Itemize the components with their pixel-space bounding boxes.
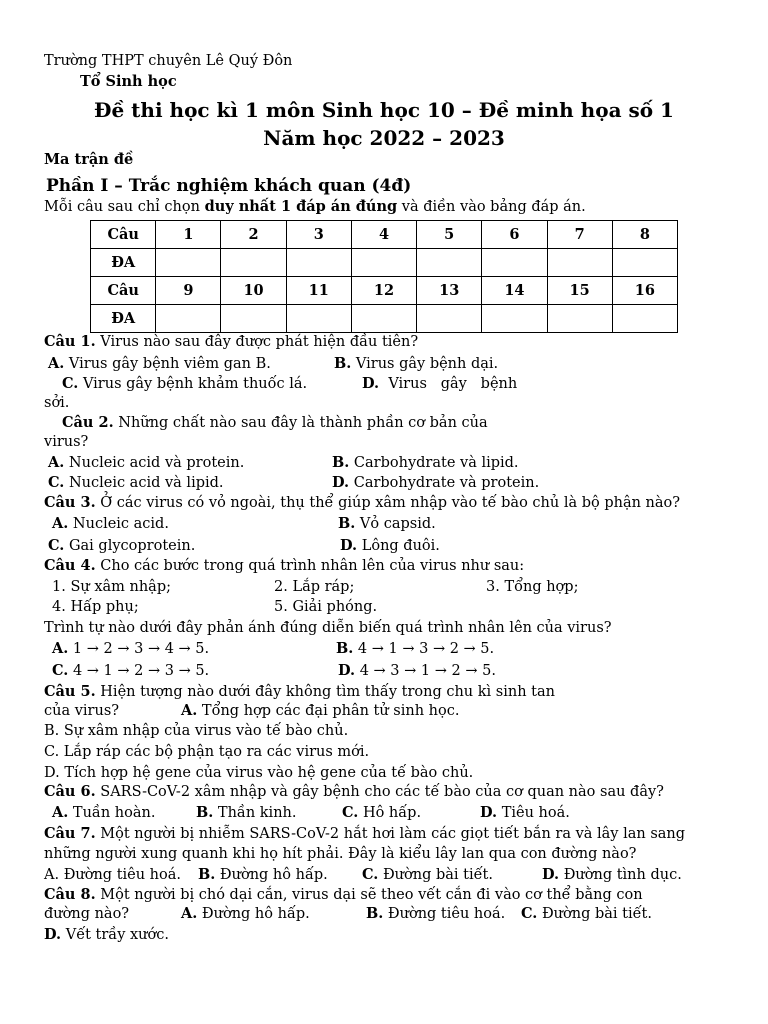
question-7-cont: những người xung quanh khi họ hít phải. Đây là kiểu lây lan qua con đường nào? (44, 846, 637, 862)
q6-option-b[interactable]: B. Thần kinh. (196, 804, 297, 821)
q7-option-d[interactable]: D. Đường tình dục. (542, 866, 682, 883)
question-5-cont: của virus? (44, 703, 120, 719)
q7-option-a[interactable]: A. Đường tiêu hoá. (44, 867, 182, 883)
q3-option-a[interactable]: A. Nucleic acid. (52, 515, 169, 532)
q2-option-c[interactable]: C. Nucleic acid và lipid. (48, 474, 224, 491)
section-heading: Phần I – Trắc nghiệm khách quan (4đ) (46, 176, 412, 196)
q1-option-b[interactable]: B. Virus gây bệnh dại. (334, 355, 499, 372)
answer-cell[interactable] (547, 249, 612, 277)
instructions: Mỗi câu sau chỉ chọn duy nhất 1 đáp án đúng và điền vào bảng đáp án. (44, 198, 586, 215)
q7-option-c[interactable]: C. Đường bài tiết. (362, 866, 493, 883)
question-number: 4 (351, 221, 416, 249)
q5-option-d[interactable]: D. Tích hợp hệ gene của virus vào hệ gene của tế bào chủ. (44, 765, 474, 781)
question-number: 11 (286, 277, 351, 305)
table-row (91, 221, 678, 249)
q2-option-a[interactable]: A. Nucleic acid và protein. (48, 454, 245, 471)
question-number: 15 (547, 277, 612, 305)
question-number: 5 (417, 221, 482, 249)
q6-option-c[interactable]: C. Hô hấp. (342, 804, 422, 821)
answer-cell[interactable] (482, 305, 547, 333)
q1-option-c[interactable]: C. Virus gây bệnh khảm thuốc lá. (62, 375, 308, 392)
question-number: 16 (612, 277, 677, 305)
q3-option-c[interactable]: C. Gai glycoprotein. (48, 537, 196, 554)
answer-cell[interactable] (286, 305, 351, 333)
answer-cell[interactable] (351, 249, 416, 277)
q5-option-a[interactable]: A. Tổng hợp các đại phân tử sinh học. (181, 702, 460, 719)
q5-option-c[interactable]: C. Lắp ráp các bộ phận tạo ra các virus mới. (44, 744, 370, 760)
school-year: Năm học 2022 – 2023 (263, 126, 505, 150)
q2-option-d[interactable]: D. Carbohydrate và protein. (332, 474, 540, 491)
question-8: Câu 8. Một người bị chó dại cắn, virus dại sẽ theo vết cắn đi vào cơ thể bằng con (44, 886, 643, 903)
question-number: 14 (482, 277, 547, 305)
question-5: Câu 5. Hiện tượng nào dưới đây không tìm thấy trong chu kì sinh tan (44, 683, 555, 700)
q4-option-a[interactable]: A. 1 → 2 → 3 → 4 → 5. (52, 640, 210, 657)
q2-option-b[interactable]: B. Carbohydrate và lipid. (332, 454, 519, 471)
question-number: 10 (221, 277, 286, 305)
q4-question: Trình tự nào dưới đây phản ánh đúng diễn biến quá trình nhân lên của virus? (44, 620, 612, 636)
row-label: ĐA (91, 305, 156, 333)
question-6: Câu 6. SARS-CoV-2 xâm nhập và gây bệnh cho các tế bào của cơ quan nào sau đây? (44, 783, 664, 800)
question-number: 7 (547, 221, 612, 249)
question-number: 8 (612, 221, 677, 249)
q4-step-3: 3. Tổng hợp; (486, 579, 579, 595)
school-name: Trường THPT chuyên Lê Quý Đôn (44, 53, 293, 69)
question-1: Câu 1. Virus nào sau đây được phát hiện đầu tiên? (44, 333, 419, 350)
q3-option-d[interactable]: D. Lông đuôi. (340, 537, 440, 554)
answer-cell[interactable] (482, 249, 547, 277)
answer-cell[interactable] (156, 305, 221, 333)
q8-option-d[interactable]: D. Vết trầy xước. (44, 926, 169, 943)
question-4: Câu 4. Cho các bước trong quá trình nhân lên của virus như sau: (44, 557, 525, 574)
q4-option-c[interactable]: C. 4 → 1 → 2 → 3 → 5. (52, 662, 210, 679)
table-row (91, 305, 678, 333)
answer-cell[interactable] (417, 305, 482, 333)
answer-cell[interactable] (547, 305, 612, 333)
answer-cell[interactable] (221, 249, 286, 277)
q4-step-5: 5. Giải phóng. (274, 599, 378, 615)
answer-cell[interactable] (156, 249, 221, 277)
question-number: 3 (286, 221, 351, 249)
question-number: 12 (351, 277, 416, 305)
q8-option-b[interactable]: B. Đường tiêu hoá. (366, 905, 506, 922)
table-row (91, 277, 678, 305)
question-2-cont: virus? (44, 434, 89, 450)
exam-title: Đề thi học kì 1 môn Sinh học 10 – Đề minh họa số 1 (94, 98, 674, 122)
q1-option-a[interactable]: A. Virus gây bệnh viêm gan B. (48, 355, 271, 372)
q4-step-1: 1. Sự xâm nhập; (52, 579, 171, 595)
answer-cell[interactable] (612, 249, 677, 277)
q1-option-d-cont: sởi. (44, 395, 70, 411)
answer-cell[interactable] (417, 249, 482, 277)
table-row (91, 249, 678, 277)
row-label: ĐA (91, 249, 156, 277)
question-number: 9 (156, 277, 221, 305)
q4-option-b[interactable]: B. 4 → 1 → 3 → 2 → 5. (336, 640, 495, 657)
question-3: Câu 3. Ở các virus có vỏ ngoài, thụ thể giúp xâm nhập vào tế bào chủ là bộ phận nào? (44, 494, 681, 511)
row-label: Câu (91, 221, 156, 249)
q4-step-4: 4. Hấp phụ; (52, 599, 139, 615)
question-number: 6 (482, 221, 547, 249)
question-number: 13 (417, 277, 482, 305)
q8-option-a[interactable]: A. Đường hô hấp. (181, 905, 310, 922)
q7-option-b[interactable]: B. Đường hô hấp. (198, 866, 328, 883)
q6-option-d[interactable]: D. Tiêu hoá. (480, 804, 570, 821)
q5-option-b[interactable]: B. Sự xâm nhập của virus vào tế bào chủ. (44, 723, 349, 739)
question-number: 1 (156, 221, 221, 249)
answer-cell[interactable] (221, 305, 286, 333)
department-name: Tổ Sinh học (80, 73, 177, 90)
answer-cell[interactable] (286, 249, 351, 277)
question-2: Câu 2. Những chất nào sau đây là thành phần cơ bản của (62, 414, 488, 431)
q6-option-a[interactable]: A. Tuần hoàn. (52, 804, 156, 821)
q4-option-d[interactable]: D. 4 → 3 → 1 → 2 → 5. (338, 662, 496, 679)
question-number: 2 (221, 221, 286, 249)
question-8-cont: đường nào? (44, 906, 130, 922)
answer-cell[interactable] (612, 305, 677, 333)
matrix-heading: Ma trận đề (44, 151, 134, 168)
answer-cell[interactable] (351, 305, 416, 333)
q3-option-b[interactable]: B. Vỏ capsid. (338, 515, 436, 532)
row-label: Câu (91, 277, 156, 305)
answer-table (90, 220, 678, 333)
question-7: Câu 7. Một người bị nhiễm SARS-CoV-2 hắt hơi làm các giọt tiết bắn ra và lây lan sang (44, 825, 686, 842)
q1-option-d[interactable]: D. Virus gây bệnh (362, 375, 518, 392)
q8-option-c[interactable]: C. Đường bài tiết. (521, 905, 652, 922)
q4-step-2: 2. Lắp ráp; (274, 579, 355, 595)
